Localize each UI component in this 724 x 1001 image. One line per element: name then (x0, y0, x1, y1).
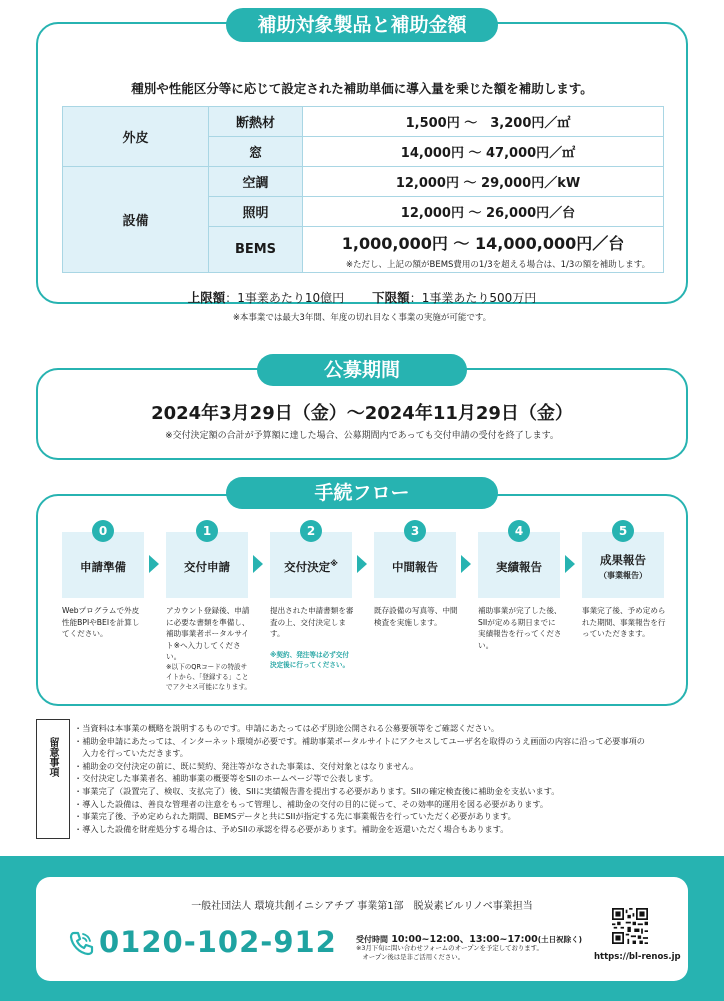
lower-limit-value: ：1事業あたり500万円 (409, 291, 537, 305)
upper-limit-label: 上限額 (187, 290, 226, 305)
list-item: ・補助金申請にあたっては、インターネット環境が必要です。補助事業ポータルサイトにアクセスしてユーザ名を取得のうえ画面の内容に沿って必要事項の (74, 735, 645, 746)
contact-hours (356, 931, 582, 945)
step-desc: 既存設備の写真等、中間検査を実施します。 (374, 606, 458, 627)
step-number: 2 (300, 520, 322, 542)
period-note: ※交付決定額の合計が予算額に達した場合、公募期間内であっても交付申請の受付を終了します。 (165, 431, 559, 441)
list-item: ・補助金の交付決定の前に、既に契約、発注等がなされた事業は、交付対象とはなりません。 (74, 760, 419, 771)
arrow-right-icon (149, 555, 159, 573)
period-title: 公募期間 (257, 354, 467, 386)
upper-limit-value: ：1事業あたり10億円 (225, 291, 345, 305)
arrow-right-icon (357, 555, 367, 573)
list-item: ・事業完了（設置完了、検収、支払完了）後、SIIに実績報告書を提出する必要があります。SIIの確定検査後に補助金を支払います。 (74, 785, 560, 796)
list-item: ・当資料は本事業の概略を説明するものです。申請にあたっては必ず別途公開される公募要領等をご確認ください。 (74, 723, 500, 733)
value-lighting: 12,000円 ～ 26,000円／台 (303, 197, 664, 227)
lower-limit-label: 下限額 (372, 290, 410, 305)
step-label: 交付申請 (184, 560, 230, 574)
limits (0, 288, 724, 306)
item-aircon: 空調 (209, 167, 303, 197)
value-aircon: 12,000円 ～ 29,000円／kW (303, 167, 664, 197)
arrow-right-icon (461, 555, 471, 573)
item-lighting: 照明 (209, 197, 303, 227)
step-number: 4 (508, 520, 530, 542)
step-number: 0 (92, 520, 114, 542)
list-item: ・事業完了後、予め定められた期間、BEMSデータと共にSIIが指定する先に事業報告を行っていただく必要があります。 (74, 811, 516, 822)
step-sublabel: （事業報告） (599, 571, 647, 580)
hours-sub: (土日祝除く) (537, 935, 583, 944)
value-bems-cell (303, 227, 664, 273)
step-label: 交付決定※ (284, 559, 338, 574)
arrow-right-icon (565, 555, 575, 573)
value-insulation: 1,500円 ～ 3,200円／㎡ (303, 107, 664, 137)
item-insulation: 断熱材 (209, 107, 303, 137)
notes-list (74, 722, 694, 835)
step-desc: 補助事業が完了した後、SIIが定める期日までに実績報告を行ってください。 (478, 606, 562, 650)
hours-value: 10:00~12:00、13:00~17:00 (391, 934, 538, 945)
step-number: 5 (612, 520, 634, 542)
table-row (63, 167, 664, 197)
step-star: ※ (330, 559, 338, 568)
notes-title: 留意事項 (47, 737, 58, 777)
list-item: ・交付決定した事業者名、補助事業の概要等をSIIのホームページ等で公表します。 (74, 773, 378, 784)
item-bems: BEMS (209, 227, 303, 273)
step-number: 1 (196, 520, 218, 542)
arrow-right-icon (253, 555, 263, 573)
category-equipment: 設備 (63, 167, 209, 273)
contact-url[interactable]: https://bl-renos.jp (594, 952, 681, 962)
hours-note: ※3月下旬に問い合わせフォームのオープンを予定しております。 オープン後は是非ご活用ください。 (356, 944, 543, 961)
list-item: ・導入した設備は、善良な管理者の注意をもって管理し、補助金の交付の目的に従って、その効率的運用を図る必要があります。 (74, 798, 549, 809)
step-desc: 事業完了後、予め定められた期間、事業報告を行っていただきます。 (582, 606, 666, 639)
step-label: 中間報告 (392, 560, 438, 574)
flow-title: 手続フロー (226, 477, 498, 509)
step-note: ※契約、発注等は必ず交付決定後に行ってください。 (270, 651, 350, 669)
category-envelope: 外皮 (63, 107, 209, 167)
flow-section (36, 494, 688, 706)
item-window: 窓 (209, 137, 303, 167)
subsidy-title: 補助対象製品と補助金額 (226, 8, 498, 42)
subsidy-lead: 種別や性能区分等に応じて設定された補助単価に導入量を乗じた額を補助します。 (131, 81, 593, 96)
qr-code-icon[interactable] (612, 908, 648, 944)
step-label: 実績報告 (496, 560, 542, 574)
contact-phone[interactable]: 0120-102-912 (99, 925, 337, 959)
contact-org: 一般社団法人 環境共創イニシアチブ 事業第1部 脱炭素ビルリノベ事業担当 (191, 901, 533, 912)
step-desc: 提出された申請書類を審査の上、交付決定します。 (270, 606, 354, 639)
subsidy-table (62, 106, 664, 273)
step-label: 申請準備 (80, 560, 126, 574)
subsidy-footnote: ※本事業では最大3年間、年度の切れ目なく事業の実施が可能です。 (232, 313, 492, 323)
bems-note: ※ただし、上記の額がBEMS費用の1/3を超える場合は、1/3の額を補助します。 (345, 260, 651, 270)
list-item: ・導入した設備を財産処分する場合は、予めSIIの承認を得る必要があります。補助金を返還いただく場合もあります。 (74, 823, 509, 834)
phone-icon (68, 930, 94, 956)
value-window: 14,000円 ～ 47,000円／㎡ (303, 137, 664, 167)
step-number: 3 (404, 520, 426, 542)
value-bems: 1,000,000円 ～ 14,000,000円／台 (341, 234, 625, 253)
period-range: 2024年3月29日（金）～2024年11月29日（金） (151, 403, 573, 424)
list-item: 入力を行っていただきます。 (74, 748, 188, 759)
subsidy-section (36, 22, 688, 304)
step-note: ※以下のQRコードの特設サイトから、「登録する」ことでアクセス可能になります。 (166, 663, 251, 691)
step-label: 成果報告 (600, 553, 646, 567)
step-desc: アカウント登録後、申請に必要な書類を準備し、補助事業者ポータルサイト※へ入力してください。 (166, 606, 250, 662)
table-row (63, 107, 664, 137)
step-desc: Webプログラムで外皮性能BPIやBEIを計算してください。 (62, 606, 140, 639)
hours-label: 受付時間 (356, 935, 388, 944)
